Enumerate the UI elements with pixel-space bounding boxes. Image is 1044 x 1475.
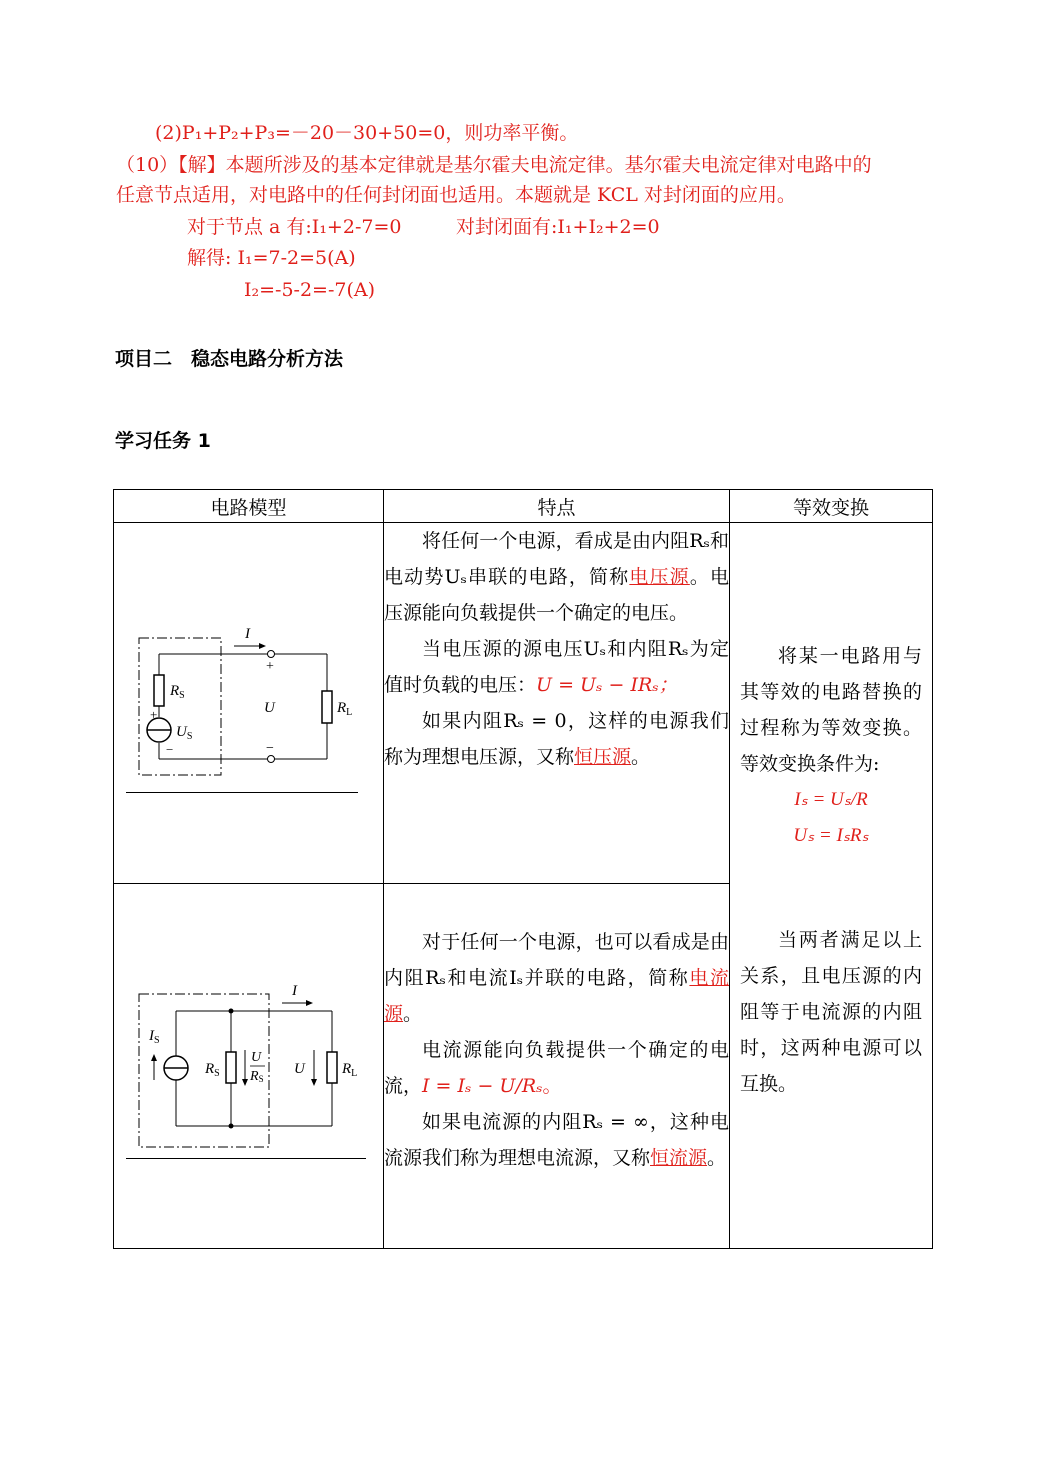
rs-resistor-icon xyxy=(226,1052,236,1083)
header-features: 特点 xyxy=(384,490,730,523)
current-load-desc: 电流源能向负载提供一个确定的电流， xyxy=(384,1039,729,1097)
cell-current-features xyxy=(384,884,730,1249)
label-minus: − xyxy=(266,741,274,756)
ideal-voltage-desc: 如果内阻Rₛ = 0，这样的电源我们称为理想电压源，又称 xyxy=(384,710,729,768)
rs-resistor-icon xyxy=(154,675,164,706)
current-load-equation-tail: 。 xyxy=(542,1075,562,1097)
header-circuit-model: 电路模型 xyxy=(114,490,384,523)
label-us: $U_S$ xyxy=(176,724,193,742)
equiv-eq-1: Iₛ = Uₛ/R xyxy=(794,789,868,810)
ideal-current-desc-tail: 。 xyxy=(707,1147,727,1169)
label-source-plus: + xyxy=(150,707,158,722)
label-current: I xyxy=(245,626,250,642)
terminal-top-icon xyxy=(268,651,275,658)
table-row-voltage-source xyxy=(114,523,933,884)
solution-line-1: (2)P₁+P₂+P₃=－20－30+50=0，则功率平衡。 xyxy=(155,122,579,144)
caption-rule xyxy=(126,1158,366,1159)
label-plus: + xyxy=(266,659,274,674)
ideal-current-desc: 如果电流源的内阻Rₛ = ∞，这种电流源我们称为理想电流源，又称 xyxy=(384,1111,729,1169)
label-u-numerator: U xyxy=(251,1050,262,1065)
voltage-source-circuit-diagram xyxy=(114,523,384,823)
project-title: 项目二 稳态电路分析方法 xyxy=(115,348,344,370)
solution-line-4a: 对于节点 a 有:I₁+2-7=0 xyxy=(187,216,402,238)
label-rs: $R_S$ xyxy=(205,1061,220,1079)
task-title: 学习任务 1 xyxy=(115,430,211,452)
header-equivalent-transform: 等效变换 xyxy=(730,490,933,523)
cell-voltage-circuit xyxy=(114,523,384,884)
current-source-desc-tail: 。 xyxy=(403,1003,423,1025)
label-source-minus: − xyxy=(166,742,174,757)
equiv-eq-2: Uₛ = IₛRₛ xyxy=(793,825,869,846)
solution-line-3: 任意节点适用，对电路中的任何封闭面也适用。本题就是 KCL 对封闭面的应用。 xyxy=(116,184,796,206)
equiv-condition: 当两者满足以上关系，且电压源的内阻等于电流源的内阻时，这两种电源可以互换。 xyxy=(740,929,922,1095)
caption-rule xyxy=(126,792,358,793)
terminal-bottom-icon xyxy=(268,756,275,763)
rl-resistor-icon xyxy=(327,1052,337,1083)
voltage-load-desc: 当电压源的源电压Uₛ和内阻Rₛ为定值时负载的电压： xyxy=(384,638,729,696)
current-load-equation: I = Iₛ − U/Rₛ xyxy=(422,1075,543,1097)
label-voltage-u: U xyxy=(264,700,275,716)
label-rl: $R_L$ xyxy=(342,1061,358,1079)
cell-voltage-features xyxy=(384,523,730,884)
solution-line-4b: 对封闭面有:I₁+I₂+2=0 xyxy=(456,216,660,238)
table-header-row xyxy=(114,490,933,523)
cell-current-circuit xyxy=(114,884,384,1249)
voltage-source-desc: 将任何一个电源，看成是由内阻Rₛ和电动势Uₛ串联的电路，简称 xyxy=(384,530,729,588)
term-voltage-source: 电压源 xyxy=(629,566,690,588)
term-constant-voltage: 恒压源 xyxy=(574,746,632,768)
solution-line-6: I₂=-5-2=-7(A) xyxy=(244,279,376,301)
label-rs-denominator: RS xyxy=(250,1069,264,1084)
label-rl: $R_L$ xyxy=(337,700,353,718)
cell-equivalent-transform xyxy=(730,523,933,1249)
label-rs: $R_S$ xyxy=(170,683,185,701)
current-source-desc: 对于任何一个电源，也可以看成是由内阻Rₛ和电流Iₛ并联的电路，简称 xyxy=(384,931,729,989)
label-current: I xyxy=(292,983,297,999)
solution-line-2: （10）【解】本题所涉及的基本定律就是基尔霍夫电流定律。基尔霍夫电流定律对电路中的 xyxy=(116,154,872,176)
label-voltage-u: U xyxy=(294,1061,305,1077)
solution-line-5: 解得: I₁=7-2=5(A) xyxy=(187,247,356,269)
source-model-table xyxy=(113,489,933,1249)
voltage-load-equation: U = Uₛ − IRₛ； xyxy=(536,674,678,696)
ideal-voltage-desc-tail: 。 xyxy=(631,746,651,768)
label-is: $I_S$ xyxy=(149,1028,160,1046)
equiv-desc: 将某一电路用与其等效的电路替换的过程称为等效变换。等效变换条件为: xyxy=(740,645,922,775)
current-source-circuit-diagram xyxy=(114,884,384,1184)
term-current-source: 电流源 xyxy=(384,967,729,1025)
rl-resistor-icon xyxy=(322,691,332,723)
voltage-source-desc-tail: 。电压源能向负载提供一个确定的电压。 xyxy=(384,566,729,624)
term-constant-current: 恒流源 xyxy=(650,1147,708,1169)
